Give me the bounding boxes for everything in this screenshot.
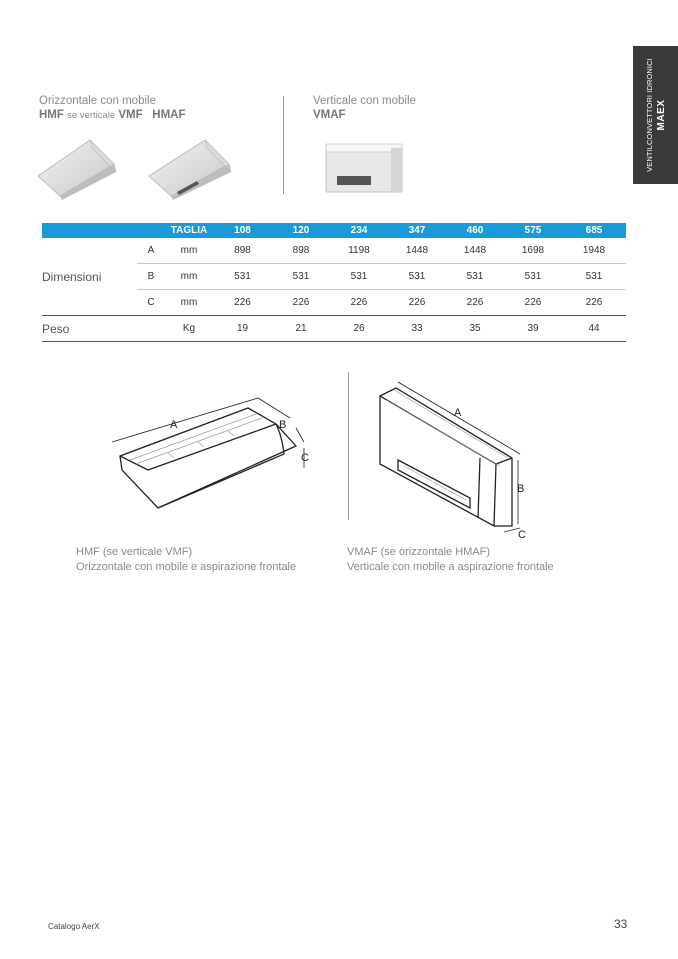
- section-tab: [633, 46, 678, 184]
- unit-label: Kg: [165, 316, 213, 342]
- vmaf-unit-photo: [323, 140, 405, 196]
- table-row: [42, 238, 626, 264]
- hmf-caption-line1: HMF (se verticale VMF): [76, 546, 193, 558]
- section-brand: MAEX: [655, 99, 667, 131]
- hmf-dimension-drawing: [108, 396, 326, 514]
- table-cell: 226: [213, 290, 272, 316]
- top-divider: [283, 96, 284, 194]
- top-left-caption: [39, 94, 185, 123]
- dim-a-label: A: [454, 407, 462, 419]
- table-cell: 1948: [562, 238, 626, 264]
- dimensions-label: Dimensioni: [42, 238, 137, 316]
- taglia-header: TAGLIA: [165, 223, 213, 238]
- hmaf-unit-photo: [147, 134, 233, 200]
- dim-c-label: C: [301, 452, 309, 464]
- size-header: 685: [562, 223, 626, 238]
- vmaf-caption-line1: VMAF (se orizzontale HMAF): [347, 546, 491, 558]
- table-cell: 898: [213, 238, 272, 264]
- table-cell: 531: [388, 264, 446, 290]
- table-cell: 19: [213, 316, 272, 342]
- dim-label: B: [137, 264, 165, 290]
- dim-label: C: [137, 290, 165, 316]
- top-left-line1: Orizzontale con mobile: [39, 95, 156, 107]
- top-right-caption: [313, 94, 416, 122]
- code-hmaf: HMAF: [152, 109, 186, 121]
- size-header: 108: [213, 223, 272, 238]
- specs-table: [42, 223, 626, 342]
- top-right-line1: Verticale con mobile: [313, 95, 416, 107]
- code-vmaf: VMAF: [313, 109, 346, 121]
- page-number: 33: [614, 917, 628, 931]
- weight-label: Peso: [42, 316, 137, 342]
- vmaf-dimension-drawing: [372, 376, 548, 540]
- drawing-divider: [348, 372, 349, 520]
- size-header: 234: [330, 223, 388, 238]
- table-cell: 1698: [504, 238, 562, 264]
- table-cell: 39: [504, 316, 562, 342]
- table-cell: 21: [272, 316, 330, 342]
- code-vmf: VMF: [118, 109, 143, 121]
- table-cell: 898: [272, 238, 330, 264]
- table-cell: 531: [272, 264, 330, 290]
- table-cell: 226: [562, 290, 626, 316]
- code-hmf: HMF: [39, 109, 64, 121]
- hmf-unit-photo: [36, 134, 118, 200]
- table-cell: 531: [504, 264, 562, 290]
- table-cell: 226: [504, 290, 562, 316]
- table-cell: 531: [330, 264, 388, 290]
- dim-b-label: B: [517, 483, 525, 495]
- section-subtitle: VENTILCONVETTORI IDRONICI: [644, 58, 654, 172]
- table-cell: 226: [388, 290, 446, 316]
- dim-a-label: A: [170, 419, 178, 431]
- size-header: 575: [504, 223, 562, 238]
- table-cell: 531: [213, 264, 272, 290]
- table-header-row: [42, 223, 626, 238]
- table-cell: 33: [388, 316, 446, 342]
- table-cell: 226: [330, 290, 388, 316]
- size-header: 460: [446, 223, 504, 238]
- vmaf-caption: [347, 545, 554, 575]
- dim-b-label: B: [279, 419, 287, 431]
- size-header: 347: [388, 223, 446, 238]
- vmaf-caption-line2: Verticale con mobile a aspirazione frontale: [347, 561, 554, 573]
- catalog-footer: Catalogo AerX: [48, 922, 100, 931]
- table-cell: 531: [446, 264, 504, 290]
- hmf-caption: [76, 545, 296, 575]
- table-cell: 1448: [446, 238, 504, 264]
- table-cell: 35: [446, 316, 504, 342]
- table-cell: 26: [330, 316, 388, 342]
- table-cell: 226: [446, 290, 504, 316]
- unit-label: mm: [165, 290, 213, 316]
- unit-label: mm: [165, 264, 213, 290]
- unit-label: mm: [165, 238, 213, 264]
- table-cell: 531: [562, 264, 626, 290]
- table-cell: 44: [562, 316, 626, 342]
- connector-text: se verticale: [67, 110, 116, 121]
- dim-c-label: C: [518, 529, 526, 540]
- dim-label: A: [137, 238, 165, 264]
- table-row: [42, 316, 626, 342]
- hmf-caption-line2: Orizzontale con mobile e aspirazione frontale: [76, 561, 297, 573]
- table-cell: 1198: [330, 238, 388, 264]
- table-cell: 226: [272, 290, 330, 316]
- table-cell: 1448: [388, 238, 446, 264]
- size-header: 120: [272, 223, 330, 238]
